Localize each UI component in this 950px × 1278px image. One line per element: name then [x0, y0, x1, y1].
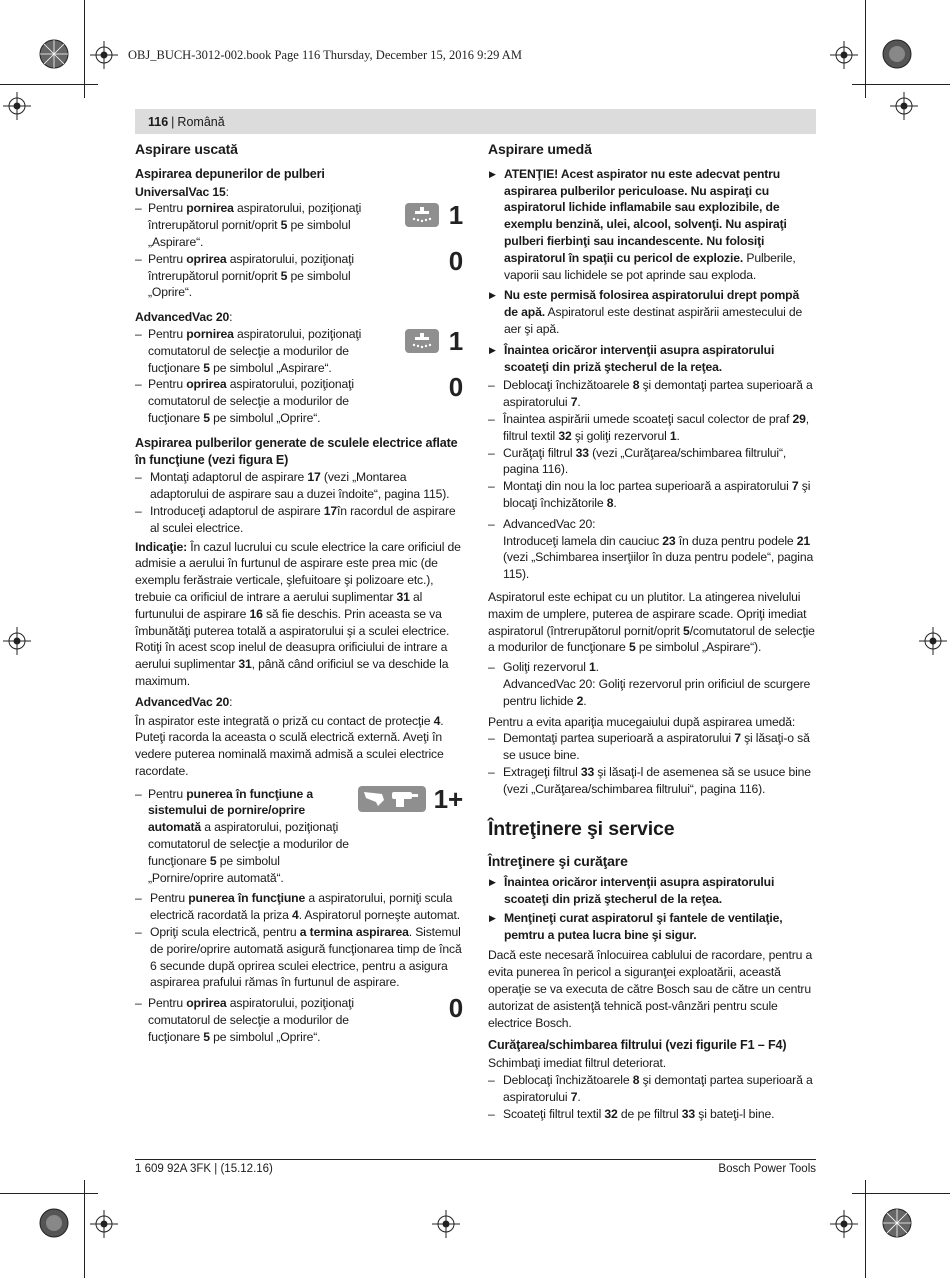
- instruction-row: [135, 783, 463, 887]
- registration-mark-icon: [919, 627, 947, 655]
- registration-mark-icon: [3, 92, 31, 120]
- warning-item: ▶ Nu este permisă folosirea aspiratorului drept pompă de apă. Aspiratorul este destinat aspirării amestecului de aer şi apă.: [488, 287, 816, 337]
- instruction-row: [135, 200, 463, 301]
- list-item: – Demontaţi partea superioară a aspiratorului 7 şi lăsaţi-o să se usuce bine.: [488, 730, 816, 764]
- header-separator: |: [171, 114, 175, 129]
- list-item: – Introduceţi adaptorul de aspirare 17în racordul de aspirare al sculei electrice.: [135, 503, 463, 537]
- vacuum-icon: [405, 329, 439, 353]
- list-item: – Scoateţi filtrul textil 32 de pe filtrul 33 şi bateţi-l bine.: [488, 1106, 816, 1123]
- list-item: – Opriţi scula electrică, pentru a termina aspirarea. Sistemul de porire/oprire automată asigură funcţionarea timp de încă 6 secunde după oprirea sculei electrice, pentru a asigura aspirarea prafului rămas în furtunul de aspirare.: [135, 924, 463, 991]
- instruction-row: [135, 995, 463, 1045]
- registration-mark-icon: [830, 1210, 858, 1238]
- model-label: UniversalVac 15:: [135, 184, 229, 199]
- instruction-row: [135, 326, 463, 427]
- list-item: – Montaţi adaptorul de aspirare 17 (vezi „Montarea adaptorului de aspirare sau a duzei îndoite“, pagina 115).: [135, 469, 463, 503]
- paragraph: Schimbaţi imediat filtrul deteriorat.: [488, 1056, 667, 1071]
- registration-mark-icon: [830, 41, 858, 69]
- symbol-on: 1: [448, 325, 463, 356]
- paragraph: În aspirator este integrată o priză cu contact de protecţie 4. Puteţi racorda la aceasta o sculă electrică externă. Aveţi în vedere puterea nominală maximă admisă a sculei electrice racordate.: [135, 713, 444, 778]
- list-item: – Pentru punerea în funcţiune a sistemului de pornire/oprire automată a aspiratorului, poziţionaţi comutatorul de selecţie a modurilor de funcţionare 5 pe simbolul „Pornire/oprire automată“.: [135, 786, 349, 887]
- heading-wet-vacuuming: Aspirare umedă: [488, 141, 592, 157]
- color-rosette-icon: [882, 1208, 912, 1238]
- paragraph: Pentru a evita apariţia mucegaiului după aspirarea umedă:: [488, 714, 796, 729]
- paragraph: Rotiţi în acest scop inelul de deasupra orificiului de intrare a aerului suplimentar 31, până când orificiul se va deschide la maximum.: [135, 640, 449, 688]
- footer-brand: Bosch Power Tools: [718, 1163, 816, 1175]
- registration-mark-icon: [432, 1210, 460, 1238]
- list-item: – Pentru punerea în funcţiune a aspiratorului, porniţi scula electrică racordată la priza 4. Aspiratorul porneşte automat.: [135, 890, 463, 924]
- registration-mark-icon: [3, 627, 31, 655]
- color-rosette-icon: [882, 39, 912, 69]
- left-column: [135, 141, 463, 1046]
- list-item: – Montaţi din nou la loc partea superioară a aspiratorului 7 şi blocaţi închizătorile 8.: [488, 478, 816, 512]
- language-label: Română: [177, 114, 225, 129]
- list-item: – Goliţi rezervorul 1. AdvancedVac 20: Goliţi rezervorul prin orificiul de scurgere pentru lichide 2.: [488, 659, 816, 709]
- note-paragraph: Indicaţie: În cazul lucrului cu scule electrice la care orificiul de admisie a aerului în furtunul de aspirare este prea mic (de exemplu ferăstraie verticale, şlefuitoare şi polizoare etc.), trebuie ca orificiul de intrare a aerului suplimentar 31 al furtunului de aspirare 16 să fie deschis. Prin aceasta se va îmbunătăţi puterea totală a aspiratorului şi a sculei electrice.: [135, 539, 461, 638]
- heading-dry-vacuuming: Aspirare uscată: [135, 141, 238, 157]
- symbol-on: 1: [448, 200, 463, 231]
- registration-mark-icon: [90, 41, 118, 69]
- paragraph: Aspiratorul este echipat cu un plutitor. La atingerea nivelului maxim de umplere, puterea de aspirare scade. Opriţi imediat aspiratorul (întrerupătorul pornit/oprit 5/comutatorul de selecţie a modurilor de funcţionare 5 pe simbolul „Aspirare“).: [488, 589, 815, 655]
- list-item: – Pentru oprirea aspiratorului, poziţionaţi întrerupătorul pornit/oprit 5 pe simbolul „Oprire“.: [135, 251, 371, 301]
- list-item: – AdvancedVac 20: Introduceţi lamela din cauciuc 23 în duza pentru podele 21 (vezi „Schimbarea inserţiilor în duza pentru podele“, pagina 115).: [488, 516, 816, 583]
- page-number: 116: [148, 114, 169, 129]
- vacuum-icon: [405, 203, 439, 227]
- model-label: AdvancedVac 20:: [135, 694, 233, 709]
- page-header: [135, 109, 816, 134]
- paragraph: Dacă este necesară înlocuirea cablului de racordare, pentru a evita punerea în pericol a siguranţei exploatării, această operaţie se va executa de către Bosch sau de către un centru autorizat de asistenţă tehnică post-vânzări pentru scule electrice Bosch.: [488, 948, 813, 1030]
- right-column: [488, 141, 816, 1122]
- color-rosette-icon: [39, 39, 69, 69]
- list-item: – Înaintea aspirării umede scoateţi sacul colector de praf 29, filtrul textil 32 şi goliţi rezervorul 1.: [488, 411, 816, 445]
- heading-maintenance: Întreţinere şi service: [488, 818, 675, 841]
- symbol-auto: 1+: [433, 783, 463, 814]
- warning-item: ▶ Înaintea oricăror intervenţii asupra aspiratorului scoateţi din priză ştecherul de la reţea.: [488, 874, 816, 908]
- symbol-off: 0: [448, 246, 463, 277]
- list-item: – Deblocaţi închizătoarele 8 şi demontaţi partea superioară a aspiratorului 7.: [488, 1072, 816, 1106]
- heading-filter: Curăţarea/schimbarea filtrului (vezi figurile F1 – F4): [488, 1038, 787, 1053]
- list-item: – Deblocaţi închizătoarele 8 şi demontaţi partea superioară a aspiratorului 7.: [488, 377, 816, 411]
- list-item: – Pentru oprirea aspiratorului, poziţionaţi comutatorul de selecţie a modurilor de fucţionare 5 pe simbolul „Oprire“.: [135, 376, 371, 426]
- print-info: OBJ_BUCH-3012-002.book Page 116 Thursday, December 15, 2016 9:29 AM: [128, 48, 522, 62]
- list-item: – Pentru pornirea aspiratorului, poziţionaţi întrerupătorul pornit/oprit 5 pe simbolul „Aspirare“.: [135, 200, 371, 250]
- warning-item: ▶ Menţineţi curat aspiratorul şi fantele de ventilaţie, pemtru a putea lucra bine şi sigur.: [488, 910, 816, 944]
- power-tool-icon: [358, 786, 426, 812]
- heading-power-tools: Aspirarea pulberilor generate de sculele electrice aflate în funcţiune (vezi figura E): [135, 435, 458, 467]
- model-label: AdvancedVac 20:: [135, 310, 233, 325]
- heading-cleaning: Întreţinere şi curăţare: [488, 853, 628, 870]
- warning-item: ▶ ATENŢIE! Acest aspirator nu este adecvat pentru aspirarea pulberilor periculoase. Nu aspiraţi cu aspiratorul lichide inflamabile sau explozibile, de exemplu benzină, ulei, alcool, solvenţi. Nu aspiraţi pulberi fierbinţi sau incandescente. Nu folosiţi aspiratorul în spaţii cu pericol de explozie. Pulberile, vaporii sau lichidele se pot aprinde sau exploda.: [488, 166, 816, 284]
- symbol-off: 0: [448, 371, 463, 402]
- warning-item: ▶ Înaintea oricăror intervenţii asupra aspiratorului scoateţi din priză ştecherul de la reţea.: [488, 342, 816, 376]
- symbol-off: 0: [448, 993, 463, 1024]
- registration-mark-icon: [90, 1210, 118, 1238]
- list-item: – Pentru oprirea aspiratorului, poziţionaţi comutatorul de selecţie a modurilor de fucţionare 5 pe simbolul „Oprire“.: [135, 995, 371, 1045]
- list-item: – Extrageţi filtrul 33 şi lăsaţi-l de asemenea să se usuce bine (vezi „Curăţarea/schimbarea filtrului“, pagina 116).: [488, 764, 816, 798]
- list-item: – Pentru pornirea aspiratorului, poziţionaţi comutatorul de selecţie a modurilor de fucţionare 5 pe simbolul „Aspirare“.: [135, 326, 371, 376]
- registration-mark-icon: [890, 92, 918, 120]
- list-item: – Curăţaţi filtrul 33 (vezi „Curăţarea/schimbarea filtrului“, pagina 116).: [488, 445, 816, 479]
- footer-code: 1 609 92A 3FK | (15.12.16): [135, 1163, 273, 1175]
- footer-rule: [135, 1159, 816, 1160]
- color-rosette-icon: [39, 1208, 69, 1238]
- heading-dust-deposits: Aspirarea depunerilor de pulberi: [135, 166, 325, 181]
